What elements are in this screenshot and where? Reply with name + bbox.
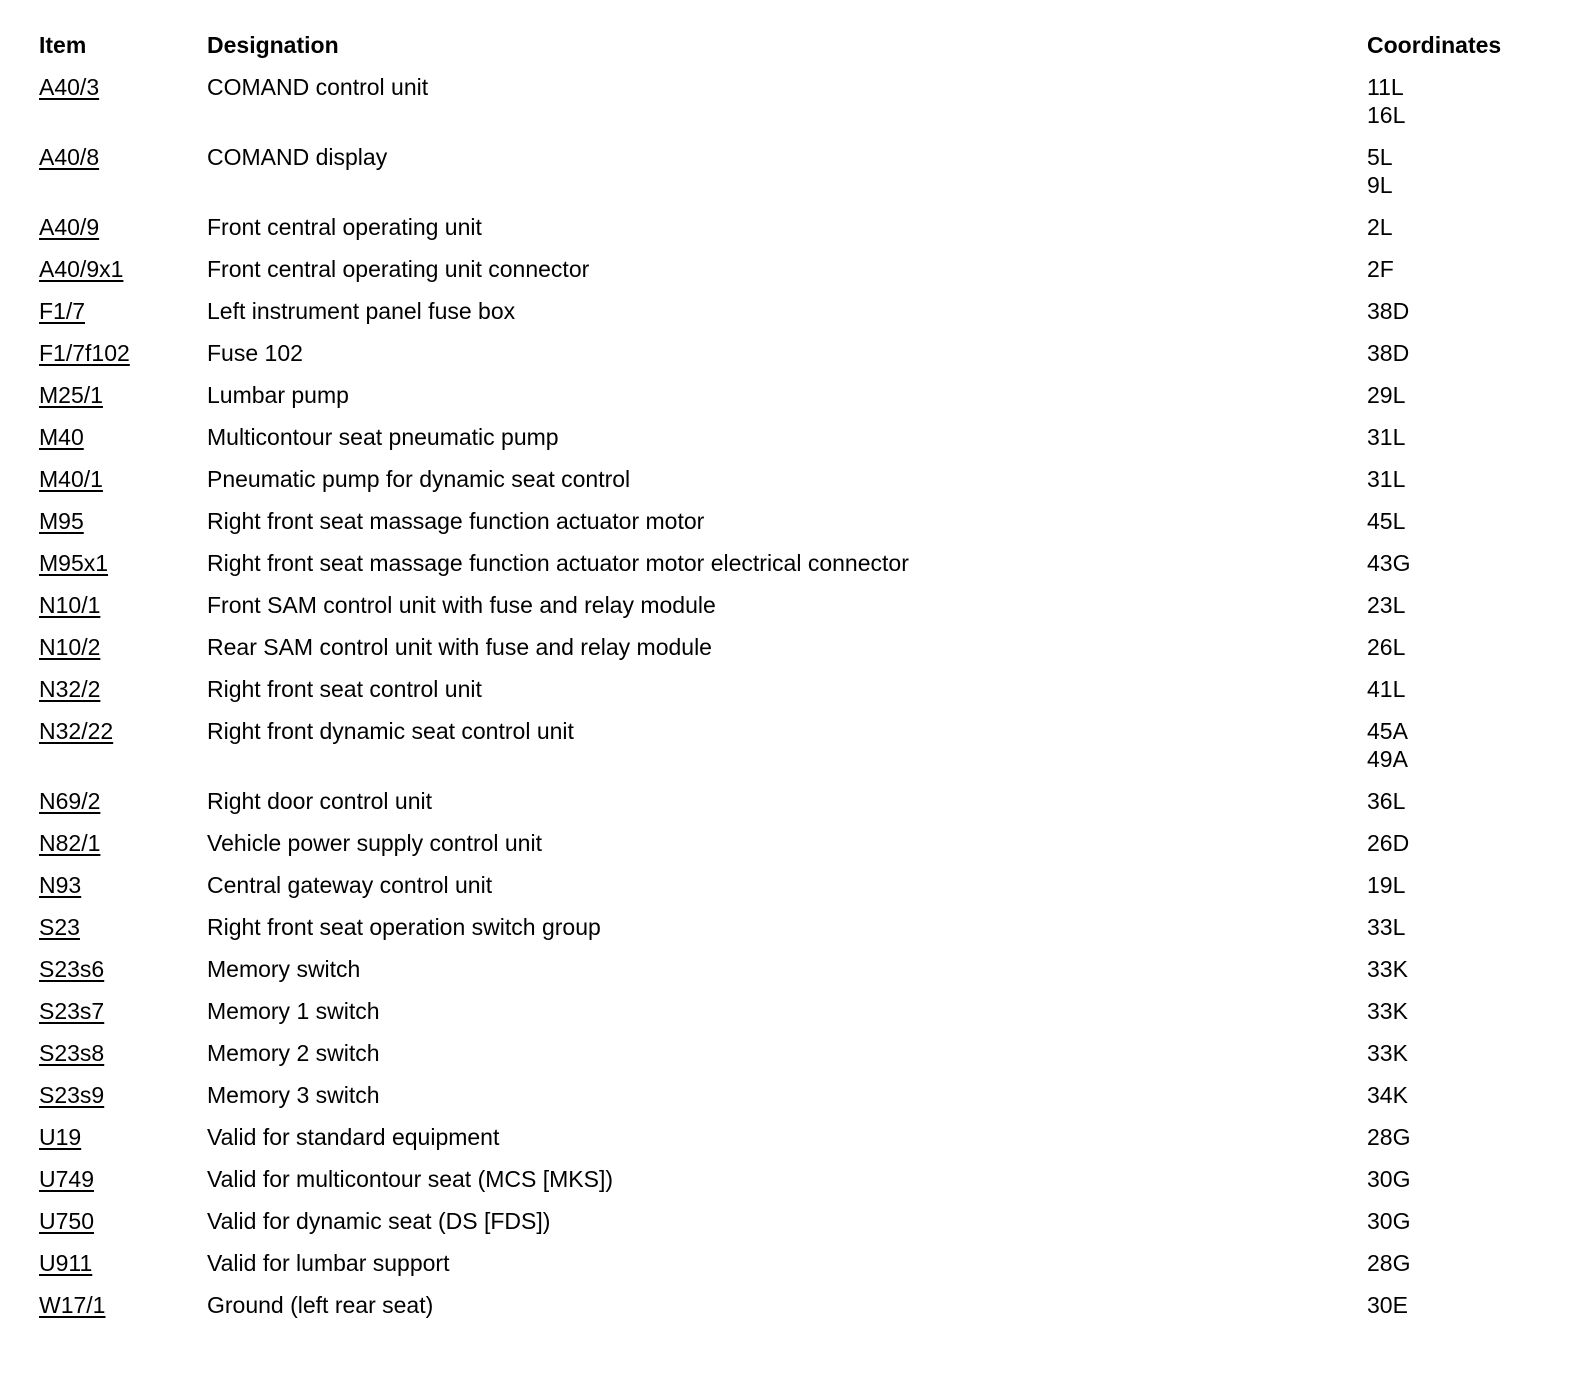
- table-row: [0, 787, 1584, 815]
- coordinates-cell: [1367, 507, 1405, 535]
- coordinate-value: 28G: [1367, 1124, 1411, 1150]
- coordinate-value: 33K: [1367, 1040, 1408, 1066]
- coordinate-value: 34K: [1367, 1082, 1408, 1108]
- item-link[interactable]: W17/1: [39, 1292, 106, 1318]
- designation-text: Front SAM control unit with fuse and relay module: [207, 592, 716, 618]
- coordinate-value: 33L: [1367, 914, 1406, 940]
- coordinates-cell: [1367, 73, 1405, 129]
- item-link[interactable]: M95: [39, 508, 84, 534]
- coordinate-value: 26D: [1367, 830, 1410, 856]
- table-row: [0, 549, 1584, 577]
- item-link[interactable]: N93: [39, 872, 82, 898]
- coordinate-value: 30G: [1367, 1166, 1411, 1192]
- designation-text: Left instrument panel fuse box: [207, 298, 516, 324]
- table-row: [0, 675, 1584, 703]
- item-link[interactable]: A40/3: [39, 74, 100, 100]
- table-row: [0, 1165, 1584, 1193]
- coordinates-cell: [1367, 787, 1405, 815]
- designation-text: COMAND control unit: [207, 74, 429, 100]
- coordinate-value: 31L: [1367, 424, 1406, 450]
- coordinates-cell: [1367, 1207, 1410, 1235]
- header-item: Item: [39, 32, 87, 58]
- item-link[interactable]: M25/1: [39, 382, 103, 408]
- table-row: [0, 997, 1584, 1025]
- table-row: [0, 73, 1584, 129]
- item-link[interactable]: M95x1: [39, 550, 109, 576]
- header-coordinates: Coordinates: [1367, 32, 1502, 58]
- coordinate-value: 16L: [1367, 102, 1406, 128]
- coordinate-value: 28G: [1367, 1250, 1411, 1276]
- designation-text: Vehicle power supply control unit: [207, 830, 542, 856]
- coordinate-value: 31L: [1367, 466, 1406, 492]
- coordinates-cell: [1367, 213, 1393, 241]
- table-header: [0, 31, 1584, 59]
- coordinates-cell: [1367, 549, 1410, 577]
- item-link[interactable]: M40/1: [39, 466, 103, 492]
- table-row: [0, 423, 1584, 451]
- designation-text: Right front seat massage function actuator motor electrical connector: [207, 550, 909, 576]
- designation-text: Right front seat massage function actuator motor: [207, 508, 705, 534]
- coordinate-value: 23L: [1367, 592, 1406, 618]
- coordinate-value: 29L: [1367, 382, 1406, 408]
- table-row: [0, 339, 1584, 367]
- coordinate-value: 38D: [1367, 340, 1410, 366]
- item-link[interactable]: A40/9x1: [39, 256, 124, 282]
- item-link[interactable]: U19: [39, 1124, 82, 1150]
- coordinate-value: 45A: [1367, 718, 1408, 744]
- coordinates-cell: [1367, 997, 1408, 1025]
- designation-text: Central gateway control unit: [207, 872, 493, 898]
- table-row: [0, 1249, 1584, 1277]
- designation-text: Multicontour seat pneumatic pump: [207, 424, 559, 450]
- item-link[interactable]: N32/2: [39, 676, 101, 702]
- item-link[interactable]: S23s7: [39, 998, 105, 1024]
- designation-text: Right door control unit: [207, 788, 433, 814]
- coordinates-cell: [1367, 871, 1405, 899]
- table-row: [0, 1123, 1584, 1151]
- table-row: [0, 955, 1584, 983]
- designation-text: Valid for dynamic seat (DS [FDS]): [207, 1208, 551, 1234]
- coordinate-value: 2F: [1367, 256, 1394, 282]
- coordinate-value: 33K: [1367, 998, 1408, 1024]
- item-link[interactable]: F1/7: [39, 298, 86, 324]
- coordinate-value: 41L: [1367, 676, 1406, 702]
- item-link[interactable]: N69/2: [39, 788, 101, 814]
- table-row: [0, 297, 1584, 325]
- table-row: [0, 1207, 1584, 1235]
- item-link[interactable]: M40: [39, 424, 84, 450]
- coordinate-value: 11L: [1367, 74, 1404, 100]
- coordinates-cell: [1367, 591, 1405, 619]
- table-row: [0, 381, 1584, 409]
- item-link[interactable]: N82/1: [39, 830, 101, 856]
- coordinates-cell: [1367, 339, 1409, 367]
- coordinates-cell: [1367, 297, 1409, 325]
- coordinates-cell: [1367, 423, 1405, 451]
- coordinates-cell: [1367, 1123, 1410, 1151]
- item-link[interactable]: N10/2: [39, 634, 101, 660]
- coordinate-value: 30G: [1367, 1208, 1411, 1234]
- coordinate-value: 38D: [1367, 298, 1410, 324]
- table-row: [0, 465, 1584, 493]
- table-row: [0, 255, 1584, 283]
- item-link[interactable]: S23: [39, 914, 80, 940]
- designation-text: Memory 2 switch: [207, 1040, 380, 1066]
- coordinates-cell: [1367, 633, 1405, 661]
- coordinate-value: 43G: [1367, 550, 1411, 576]
- designation-text: Memory 3 switch: [207, 1082, 380, 1108]
- coordinates-cell: [1367, 143, 1393, 199]
- coordinate-value: 33K: [1367, 956, 1408, 982]
- table-row: [0, 1081, 1584, 1109]
- coordinate-value: 26L: [1367, 634, 1406, 660]
- designation-text: Front central operating unit connector: [207, 256, 590, 282]
- designation-text: Memory 1 switch: [207, 998, 380, 1024]
- coordinate-value: 45L: [1367, 508, 1406, 534]
- designation-text: Lumbar pump: [207, 382, 349, 408]
- coordinates-cell: [1367, 1081, 1408, 1109]
- table-row: [0, 829, 1584, 857]
- item-link[interactable]: S23s8: [39, 1040, 105, 1066]
- item-link[interactable]: N32/22: [39, 718, 114, 744]
- coordinate-value: 49A: [1367, 746, 1408, 772]
- coordinates-cell: [1367, 465, 1405, 493]
- table-row: [0, 913, 1584, 941]
- designation-text: Right front dynamic seat control unit: [207, 718, 574, 744]
- designation-text: Front central operating unit: [207, 214, 482, 240]
- table-row: [0, 213, 1584, 241]
- coordinates-cell: [1367, 1291, 1408, 1319]
- coordinates-cell: [1367, 675, 1405, 703]
- coordinates-cell: [1367, 717, 1408, 773]
- coordinates-cell: [1367, 829, 1409, 857]
- coordinate-value: 9L: [1367, 172, 1393, 198]
- designation-text: Ground (left rear seat): [207, 1292, 434, 1318]
- coordinates-cell: [1367, 913, 1405, 941]
- table-row: [0, 871, 1584, 899]
- item-link[interactable]: S23s6: [39, 956, 105, 982]
- designation-text: Right front seat control unit: [207, 676, 482, 702]
- designation-text: Right front seat operation switch group: [207, 914, 601, 940]
- table-row: [0, 717, 1584, 773]
- coordinates-cell: [1367, 1039, 1408, 1067]
- coordinates-cell: [1367, 255, 1394, 283]
- item-link[interactable]: A40/8: [39, 144, 100, 170]
- designation-text: Valid for lumbar support: [207, 1250, 450, 1276]
- coordinates-cell: [1367, 1249, 1410, 1277]
- item-link[interactable]: U911: [39, 1250, 93, 1276]
- item-link[interactable]: A40/9: [39, 214, 100, 240]
- designation-text: Valid for multicontour seat (MCS [MKS]): [207, 1166, 614, 1192]
- coordinates-cell: [1367, 955, 1408, 983]
- coordinate-value: 30E: [1367, 1292, 1408, 1318]
- designation-text: COMAND display: [207, 144, 388, 170]
- coordinate-value: 36L: [1367, 788, 1406, 814]
- header-designation: Designation: [207, 32, 339, 58]
- designation-text: Valid for standard equipment: [207, 1124, 500, 1150]
- item-link[interactable]: S23s9: [39, 1082, 105, 1108]
- item-link[interactable]: U750: [39, 1208, 94, 1234]
- item-link[interactable]: U749: [39, 1166, 94, 1192]
- table-row: [0, 1291, 1584, 1319]
- designation-text: Memory switch: [207, 956, 361, 982]
- designation-text: Fuse 102: [207, 340, 303, 366]
- coordinates-cell: [1367, 381, 1405, 409]
- coordinate-value: 19L: [1367, 872, 1406, 898]
- designation-text: Pneumatic pump for dynamic seat control: [207, 466, 631, 492]
- item-link[interactable]: F1/7f102: [39, 340, 130, 366]
- coordinate-value: 2L: [1367, 214, 1393, 240]
- item-link[interactable]: N10/1: [39, 592, 101, 618]
- table-row: [0, 591, 1584, 619]
- table-row: [0, 1039, 1584, 1067]
- coordinates-cell: [1367, 1165, 1410, 1193]
- table-row: [0, 143, 1584, 199]
- table-row: [0, 507, 1584, 535]
- designation-text: Rear SAM control unit with fuse and relay module: [207, 634, 712, 660]
- coordinate-value: 5L: [1367, 144, 1393, 170]
- table-row: [0, 633, 1584, 661]
